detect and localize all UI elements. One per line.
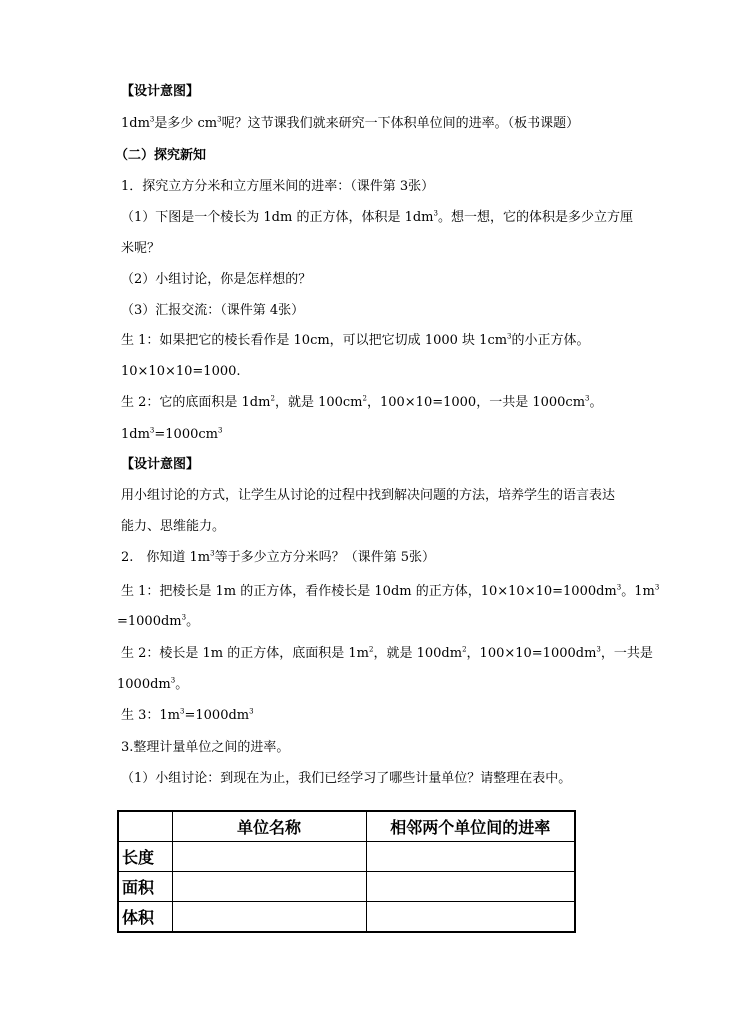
q2-student-2-line-2 [117, 676, 188, 694]
table-row [118, 842, 575, 872]
text-segment: 是多少 cm [154, 116, 218, 131]
superscript: 2 [362, 394, 367, 403]
text-segment: 。 [186, 614, 200, 629]
text-segment: =1000dm [184, 708, 250, 723]
equation-dm3-cm3 [121, 426, 222, 444]
rate-cell [366, 902, 575, 933]
item-3-heading: 3.整理计量单位之间的进率。 [121, 740, 290, 755]
intent-paragraph-line-1: 用小组讨论的方式，让学生从讨论的过程中找到解决问题的方法，培养学生的语言表达 [121, 488, 616, 503]
superscript: 3 [210, 549, 215, 558]
q2-student-3 [121, 707, 254, 725]
text-segment: ，100×10=1000，一共是 1000cm [366, 395, 586, 410]
text-segment: 。想一想，它的体积是多少立方厘 [437, 210, 633, 225]
text-segment: 生 1：把棱长是 1m 的正方体，看作棱长是 10dm 的正方体，10×10×10=1000dm [121, 584, 617, 599]
text-segment: 。 [589, 395, 603, 410]
text-segment: 生 3：1m [121, 708, 181, 723]
superscript: 3 [616, 583, 622, 592]
item-3-subitem-1: （1）小组讨论：到现在为止，我们已经学习了哪些计量单位？请整理在表中。 [121, 771, 572, 786]
text-segment: =1000cm [154, 427, 218, 442]
table-header-row [118, 811, 575, 842]
text-segment: 生 1：如果把它的棱长看作是 10cm，可以把它切成 1000 块 1cm [121, 333, 508, 348]
q2-student-2-line-1 [121, 645, 653, 663]
superscript: 2 [270, 394, 275, 403]
row-label: 面积 [118, 872, 172, 902]
subitem-2: （2）小组讨论，你是怎样想的？ [121, 272, 312, 287]
text-segment: 1000dm [117, 677, 171, 692]
unit-names-cell [172, 842, 366, 872]
superscript: 3 [596, 645, 601, 654]
superscript: 2 [462, 645, 467, 654]
subitem-3: （3）汇报交流：（课件第 4张） [121, 303, 305, 318]
text-segment: 。1m [621, 584, 655, 599]
section-heading-explore: （二）探究新知 [115, 148, 207, 163]
text-segment: ，100×10=1000dm [466, 646, 597, 661]
text-segment: 1dm [121, 427, 150, 442]
paragraph-volume-question [121, 115, 579, 133]
table-row [118, 902, 575, 933]
superscript: 3 [433, 209, 438, 218]
text-segment: ，就是 100cm [274, 395, 363, 410]
text-segment: 等于多少立方分米吗？（课件第 5张） [214, 550, 436, 565]
rate-cell [366, 872, 575, 902]
calculation-line: 10×10×10=1000. [121, 364, 241, 379]
header-cell: 相邻两个单位间的进率 [366, 811, 575, 842]
superscript: 3 [180, 707, 185, 716]
item-2-heading [121, 549, 435, 567]
superscript: 3 [585, 394, 590, 403]
superscript: 3 [181, 613, 187, 622]
text-segment: 的小正方体。 [511, 333, 590, 348]
header-cell: 单位名称 [172, 811, 366, 842]
superscript: 3 [507, 332, 512, 341]
text-segment: （1）下图是一个棱长为 1dm 的正方体，体积是 1dm [121, 210, 434, 225]
text-segment: 呢？这节课我们就来研究一下体积单位间的进率。（板书课题） [221, 116, 580, 131]
text-segment: 生 2：它的底面积是 1dm [121, 395, 271, 410]
item-1-heading: 1．探究立方分米和立方厘米间的进率：（课件第 3张） [121, 179, 435, 194]
q2-student-1-line-2 [117, 613, 199, 631]
superscript: 3 [654, 583, 660, 592]
text-segment: =1000dm [117, 614, 182, 629]
superscript: 3 [217, 426, 223, 435]
subitem-1-line-2: 米呢？ [121, 241, 161, 256]
superscript: 3 [149, 115, 155, 124]
student-1-answer [121, 332, 590, 350]
intent-paragraph-line-2: 能力、思维能力。 [121, 519, 226, 534]
superscript: 3 [170, 676, 176, 685]
table-row [118, 872, 575, 902]
design-intent-heading-1: 【设计意图】 [121, 84, 200, 99]
rate-cell [366, 842, 575, 872]
superscript: 3 [217, 115, 222, 124]
q2-student-1-line-1 [121, 583, 659, 601]
text-segment: 。 [175, 677, 189, 692]
text-segment: ，一共是 [600, 646, 653, 661]
subitem-1-line-1 [121, 209, 633, 227]
text-segment: 生 2：棱长是 1m 的正方体，底面积是 1m [121, 646, 369, 661]
text-segment: ，就是 100dm [373, 646, 463, 661]
row-label: 体积 [118, 902, 172, 933]
design-intent-heading-2: 【设计意图】 [121, 457, 200, 472]
header-cell [118, 811, 172, 842]
superscript: 3 [249, 707, 254, 716]
units-table [117, 810, 576, 933]
unit-names-cell [172, 902, 366, 933]
superscript: 2 [369, 645, 374, 654]
student-2-answer [121, 394, 603, 412]
unit-names-cell [172, 872, 366, 902]
row-label: 长度 [118, 842, 172, 872]
text-segment: 1dm [121, 116, 150, 131]
text-segment: 2. 你知道 1m [121, 550, 211, 565]
superscript: 3 [149, 426, 155, 435]
